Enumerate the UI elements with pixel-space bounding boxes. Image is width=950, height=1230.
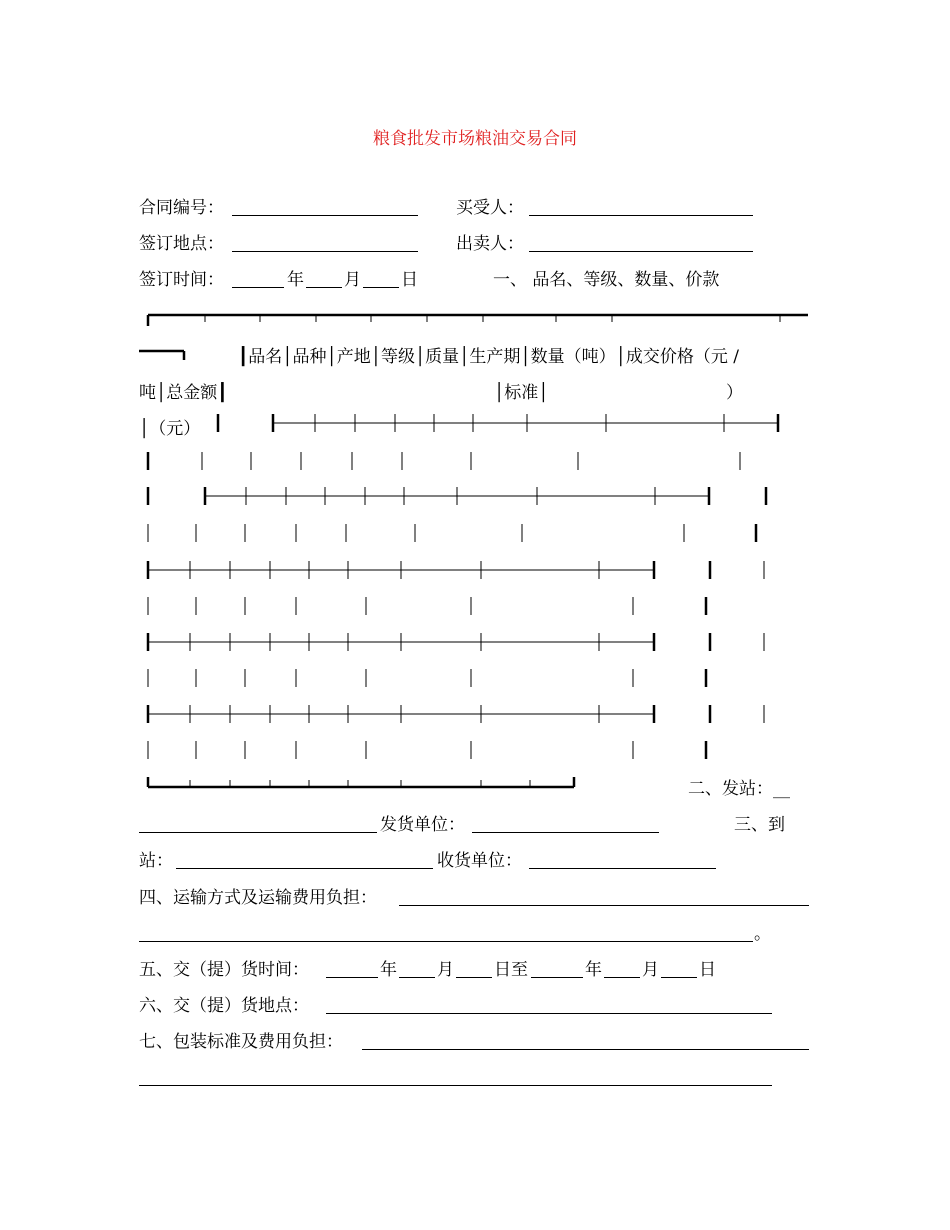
delivery-start-year-unit: 年: [380, 960, 397, 980]
arrival-station-blank[interactable]: [176, 868, 433, 869]
seller-label: 出卖人：: [456, 234, 524, 254]
recv-unit-label: 收货单位：: [437, 851, 522, 871]
delivery-place-blank[interactable]: [326, 1013, 772, 1014]
delivery-end-day-unit: 日: [699, 960, 716, 980]
sign-time-label: 签订时间：: [139, 270, 224, 290]
packaging-blank-2[interactable]: [139, 1085, 772, 1086]
transport-blank-1[interactable]: [399, 905, 809, 906]
delivery-end-day-blank[interactable]: [661, 977, 697, 978]
ship-unit-label: 发货单位：: [380, 815, 465, 835]
delivery-start-month-blank[interactable]: [399, 977, 435, 978]
section-3-station-label: 站：: [139, 851, 173, 871]
section-5-heading: 五、交（提）货时间：: [139, 960, 309, 980]
table-header-row-2: 吨│总金额┃: [139, 383, 228, 403]
delivery-end-month-blank[interactable]: [604, 977, 640, 978]
delivery-end-month-unit: 月: [642, 960, 659, 980]
buyer-label: 买受人：: [456, 198, 524, 218]
table-header-row-2b: │标准│: [494, 383, 549, 403]
section-3-heading: 三、到: [734, 815, 785, 835]
table-header-row-2c: ）: [726, 383, 743, 403]
delivery-start-month-unit: 月: [437, 960, 454, 980]
packaging-blank-1[interactable]: [362, 1049, 809, 1050]
recv-unit-blank[interactable]: [529, 868, 716, 869]
delivery-start-year-blank[interactable]: [326, 977, 378, 978]
delivery-end-year-blank[interactable]: [531, 977, 583, 978]
table-header-row-3: │（元）: [139, 419, 201, 439]
departure-station-blank[interactable]: [139, 832, 377, 833]
section-4-period: 。: [754, 924, 771, 944]
contract-no-label: 合同编号：: [139, 198, 224, 218]
section-7-heading: 七、包装标准及费用负担：: [139, 1032, 343, 1052]
sign-place-label: 签订地点：: [139, 234, 224, 254]
section-4-heading: 四、运输方式及运输费用负担：: [139, 888, 377, 908]
delivery-start-day-blank[interactable]: [456, 977, 492, 978]
section-1-heading: 一、 品名、等级、数量、价款: [493, 270, 720, 290]
delivery-end-year-unit: 年: [585, 960, 602, 980]
delivery-to-label: 日至: [494, 960, 528, 980]
ship-unit-blank[interactable]: [472, 832, 659, 833]
sign-year-unit: 年: [287, 270, 304, 290]
section-6-heading: 六、交（提）货地点：: [139, 996, 309, 1016]
sign-month-unit: 月: [344, 270, 361, 290]
sign-day-unit: 日: [401, 270, 418, 290]
document-title: 粮食批发市场粮油交易合同: [373, 129, 577, 149]
table-header-row-1: ┃品名│品种│产地│等级│质量│生产期│数量（吨）│成交价格（元 /: [238, 347, 740, 367]
transport-blank-2[interactable]: [139, 941, 753, 942]
section-2-heading: 二、发站：__: [688, 779, 790, 799]
